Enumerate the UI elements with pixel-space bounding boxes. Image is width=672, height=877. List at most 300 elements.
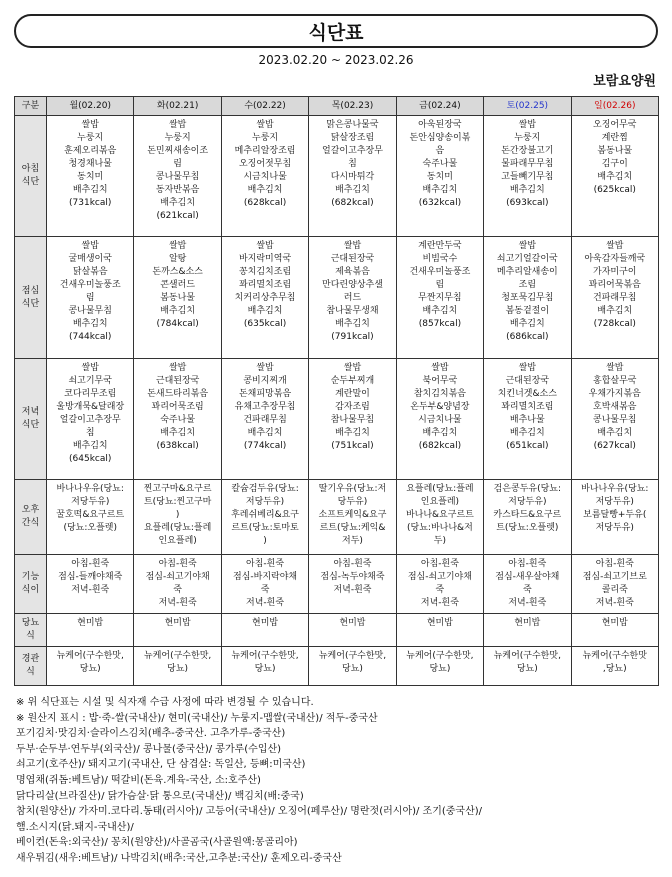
header-friday: 금(02.24) xyxy=(396,97,483,116)
menu-item: 근대된장국 xyxy=(330,254,375,264)
menu-cell-diabetic-monday xyxy=(47,614,134,647)
menu-cell-breakfast-saturday xyxy=(484,116,571,237)
menu-item: 아침-흰죽 xyxy=(333,559,372,569)
menu-item: (621kcal) xyxy=(156,211,199,221)
menu-item: 닭살볶음 xyxy=(72,267,108,277)
menu-item: 건새우미놀풍조 xyxy=(409,267,471,277)
menu-item: (645kcal) xyxy=(69,454,112,464)
row-label-line: 저녁 xyxy=(21,407,40,417)
menu-item: (784kcal) xyxy=(156,319,199,329)
menu-item: 뉴케어(구수한맛, xyxy=(318,651,387,661)
menu-item: 쌀밥 xyxy=(168,241,187,251)
menu-cell-snack-sunday xyxy=(571,480,658,555)
row-label-line: 식이 xyxy=(21,585,40,595)
menu-item: 인요플레) xyxy=(420,497,460,507)
menu-item: 죽 xyxy=(173,585,182,595)
menu-cell-functional-sunday xyxy=(571,555,658,614)
menu-item: 쌀밥 xyxy=(256,120,274,130)
note-line: 명엽채(쥐돔:베트남)/ 떡갈비(돈육.계육-국산, 소:호주산) xyxy=(16,774,261,786)
menu-item: 꽈리멸치조림 xyxy=(501,402,554,412)
menu-item: 치킨너겟&소스 xyxy=(497,389,557,399)
row-label-lunch xyxy=(15,237,47,359)
menu-item: 돈민찌새송이조 xyxy=(147,146,209,156)
menu-item: 콘샐러드 xyxy=(160,280,196,290)
row-label-dinner xyxy=(15,359,47,480)
menu-item: 뉴케어(구수한맛, xyxy=(56,651,124,661)
menu-item: 배추김치 xyxy=(422,185,458,195)
header-wednesday: 수(02.22) xyxy=(221,97,308,116)
menu-item: 요플레(당뇨:플레 xyxy=(406,484,474,494)
row-label-tube xyxy=(15,647,47,686)
menu-item: 돈채피망볶음 xyxy=(238,389,292,399)
header-sunday: 일(02.26) xyxy=(571,97,658,116)
menu-item: 트(당뇨:찐고구마 xyxy=(143,497,212,507)
menu-item: ) xyxy=(263,536,267,546)
menu-item: 저당두유) xyxy=(245,497,285,507)
menu-item: (791kcal) xyxy=(331,332,374,342)
row-label-line: 아침 xyxy=(21,164,40,174)
menu-item: 물파래무무침 xyxy=(501,159,554,169)
menu-item: 누룽지 xyxy=(252,133,279,143)
row-label-line: 경관 xyxy=(21,654,40,664)
menu-title-frame xyxy=(14,14,658,48)
row-label-diabetic xyxy=(15,614,47,647)
menu-item: (682kcal) xyxy=(331,198,374,208)
menu-item: 오징어젓무침 xyxy=(238,159,292,169)
table-header-row xyxy=(15,97,659,116)
table-row-functional xyxy=(15,555,659,614)
menu-item: (686kcal) xyxy=(506,332,549,342)
menu-item: 점심-쇠고기브로 xyxy=(582,572,647,582)
menu-cell-functional-wednesday xyxy=(221,555,308,614)
menu-item: 후레쉬베리&요구 xyxy=(231,510,299,520)
menu-item: 누룽지 xyxy=(514,133,541,143)
menu-item: 요플레(당뇨:플레 xyxy=(143,523,212,533)
menu-cell-lunch-wednesday xyxy=(221,237,308,359)
menu-item: 쌀밥 xyxy=(168,120,187,130)
row-label-line: 당뇨 xyxy=(21,618,40,628)
note-line: 포기김치·맛김치·슬라이스김치(배추-중국산. 고추가루-중국산) xyxy=(16,728,286,740)
menu-item: 현미밥 xyxy=(339,618,366,628)
menu-item: 배추김치 xyxy=(597,428,633,438)
menu-item: 봄동겉절이 xyxy=(505,306,550,316)
menu-item: 저당두유) xyxy=(508,497,547,507)
menu-item: (693kcal) xyxy=(506,198,549,208)
menu-cell-breakfast-sunday xyxy=(571,116,658,237)
menu-item: 홍합살무국 xyxy=(593,376,637,386)
menu-item: 쌀밥 xyxy=(518,241,537,251)
menu-item: 배추김치 xyxy=(160,306,196,316)
menu-item: 저녁-흰죽 xyxy=(71,585,110,595)
menu-item: 쌀밥 xyxy=(168,363,187,373)
menu-item: 북어무국 xyxy=(422,376,458,386)
menu-item: 근대된장국 xyxy=(505,376,550,386)
menu-item: 당뇨) xyxy=(254,664,276,674)
menu-item: 배추김치 xyxy=(160,198,196,208)
menu-item: 건파래무침 xyxy=(593,293,637,303)
menu-item: 죽 xyxy=(435,585,445,595)
menu-item: 점심-녹두야채죽 xyxy=(320,572,385,582)
menu-cell-lunch-friday xyxy=(396,237,483,359)
menu-item: 계란찜 xyxy=(601,133,628,143)
menu-item: 죽 xyxy=(260,585,270,595)
menu-item: 봄동나물 xyxy=(160,293,196,303)
note-line: ※ 원산지 표시 : 밥·죽-쌀(국내산)/ 현미(국내산)/ 누룽지-맵쌀(국내산)/ 적두-중국산 xyxy=(16,712,378,724)
menu-cell-diabetic-saturday xyxy=(484,614,571,647)
menu-item: 얼갈이고추장무 xyxy=(322,146,383,156)
menu-item: 당두유) xyxy=(337,497,368,507)
menu-item: 참나물무침 xyxy=(330,415,375,425)
table-row-breakfast xyxy=(15,116,659,237)
menu-item: (857kcal) xyxy=(418,319,462,329)
menu-item: 쌀밥 xyxy=(343,241,362,251)
menu-item: 현미밥 xyxy=(514,618,541,628)
menu-item: 침 xyxy=(348,159,357,169)
menu-item: 돈새드타리볶음 xyxy=(147,389,209,399)
menu-item: 찐고구마&요구르 xyxy=(143,484,212,494)
menu-item: (당뇨:바나나&저 xyxy=(407,523,473,533)
menu-item: 아침-흰죽 xyxy=(420,559,459,569)
menu-cell-functional-friday xyxy=(396,555,483,614)
row-label-line: 점심 xyxy=(21,285,40,296)
menu-item: 배추김치 xyxy=(597,172,633,182)
menu-item: 온두부&양념장 xyxy=(410,402,470,412)
menu-cell-dinner-monday xyxy=(47,359,134,480)
menu-cell-lunch-sunday xyxy=(571,237,658,359)
organization-name: 보람요양원 xyxy=(593,74,656,89)
menu-item: 배추김치 xyxy=(72,441,108,451)
menu-item: 유채고추장무침 xyxy=(234,402,296,412)
table-row-lunch xyxy=(15,237,659,359)
menu-item: 청경채나물 xyxy=(68,159,112,169)
menu-item: (751kcal) xyxy=(331,441,374,451)
menu-item: 칼슘검두유(당뇨: xyxy=(231,484,299,494)
row-label-snack xyxy=(15,480,47,555)
menu-item: 쌀밥 xyxy=(81,241,99,251)
menu-item: 순두부찌개 xyxy=(330,376,375,386)
menu-item: 배추김치 xyxy=(422,428,458,438)
menu-item: 바나나&요구르트 xyxy=(405,510,474,520)
table-row-tube xyxy=(15,647,659,686)
note-line: 두부·순두부·연두부(외국산)/ 콩나물(중국산)/ 콩가루(수입산) xyxy=(16,743,282,755)
menu-cell-snack-monday xyxy=(47,480,134,555)
menu-cell-breakfast-wednesday xyxy=(221,116,308,237)
menu-item: 뉴케어(구수한맛, xyxy=(144,651,212,661)
menu-item: (638kcal) xyxy=(156,441,199,451)
menu-cell-tube-wednesday xyxy=(221,647,308,686)
menu-item: 호박새볶음 xyxy=(593,402,637,412)
menu-cell-breakfast-thursday xyxy=(309,116,396,237)
menu-item: 르트(당뇨:토마토 xyxy=(231,523,299,533)
menu-item: 배추나물 xyxy=(509,415,545,425)
menu-item: 콩나물무침 xyxy=(593,415,637,425)
menu-cell-tube-sunday xyxy=(571,647,658,686)
menu-item: 울방개묵&달래장 xyxy=(56,402,125,412)
row-label-line: 식단 xyxy=(21,177,40,187)
menu-item: 돈안심양송이볶 xyxy=(409,133,471,143)
menu-item: 다시마튀각 xyxy=(330,172,375,182)
menu-item: 음 xyxy=(435,146,445,156)
menu-item: 현미밥 xyxy=(77,618,104,628)
note-line: 햄.소시지(닭.돼지-국내산)/ xyxy=(16,821,134,833)
menu-item: (744kcal) xyxy=(69,332,112,342)
menu-item: 점심-새우살야채 xyxy=(495,572,560,582)
menu-item: 저두) xyxy=(342,536,363,546)
menu-item: 맑은콩나물국 xyxy=(326,120,379,130)
menu-item: 시금치나물 xyxy=(418,415,462,425)
menu-cell-lunch-saturday xyxy=(484,237,571,359)
menu-item: 동치미 xyxy=(426,172,453,182)
menu-cell-diabetic-friday xyxy=(396,614,483,647)
menu-item: 오징어무국 xyxy=(593,120,637,130)
menu-item: (728kcal) xyxy=(593,319,636,329)
table-row-snack xyxy=(15,480,659,555)
menu-item: 숙주나물 xyxy=(160,415,196,425)
menu-item: 트(당뇨:오플렛) xyxy=(496,523,559,533)
menu-item: 점심-쇠고기야채 xyxy=(407,572,472,582)
menu-cell-lunch-tuesday xyxy=(134,237,221,359)
menu-item: 림 xyxy=(173,159,182,169)
menu-item: (628kcal) xyxy=(243,198,287,208)
menu-item: 배추김치 xyxy=(335,319,370,329)
menu-item: 쌀밥 xyxy=(81,363,99,373)
header-category: 구분 xyxy=(15,97,47,116)
menu-item: 바나나우유(당뇨: xyxy=(56,484,124,494)
menu-item: 아욱된장국 xyxy=(418,120,462,130)
menu-item: ) xyxy=(175,510,180,520)
menu-item: 청포묵김무침 xyxy=(501,293,554,303)
menu-item: 당뇨) xyxy=(429,664,451,674)
menu-item: 굴매생이국 xyxy=(68,254,112,264)
menu-item: 아침-흰죽 xyxy=(246,559,285,569)
menu-item: 배추김치 xyxy=(72,319,108,329)
menu-item: 가자미구이 xyxy=(593,267,637,277)
menu-item: 아침-흰죽 xyxy=(595,559,634,569)
menu-item: (651kcal) xyxy=(506,441,549,451)
menu-cell-functional-monday xyxy=(47,555,134,614)
menu-item: 바나나우유(당뇨: xyxy=(581,484,649,494)
menu-item: 당뇨) xyxy=(79,664,101,674)
menu-cell-snack-friday xyxy=(396,480,483,555)
menu-cell-diabetic-tuesday xyxy=(134,614,221,647)
menu-item: 누룽지 xyxy=(77,133,104,143)
menu-cell-functional-tuesday xyxy=(134,555,221,614)
menu-item: 르트(당뇨:케익& xyxy=(319,523,386,533)
date-range: 2023.02.20 ~ 2023.02.26 xyxy=(258,53,414,67)
menu-cell-breakfast-friday xyxy=(396,116,483,237)
menu-item: 뉴케어(구수한맛, xyxy=(406,651,474,661)
menu-item: 쇠고기얼갈이국 xyxy=(496,254,558,264)
note-line: 새우튀김(새우:베트남)/ 나박김치(배추:국산,고추분:국산)/ 훈제오리-중국산 xyxy=(16,852,342,864)
page-title: 식단표 xyxy=(308,21,364,44)
note-line: 닭다리살(브라질산)/ 닭가슴살·닭 통으로(국내산)/ 백김치(배:중국) xyxy=(16,790,304,802)
menu-item: 배추김치 xyxy=(509,319,545,329)
menu-cell-diabetic-sunday xyxy=(571,614,658,647)
menu-item: 배추김치 xyxy=(509,428,545,438)
menu-item: 배추김치 xyxy=(335,428,370,438)
notes-section xyxy=(16,695,661,867)
menu-item: 인요플레) xyxy=(158,536,197,546)
row-label-line: 식단 xyxy=(21,298,40,309)
menu-item: 배추김치 xyxy=(72,185,108,195)
menu-item: 당뇨) xyxy=(167,664,189,674)
menu-item: 누룽지 xyxy=(164,133,191,143)
menu-item: 뉴케어(구수한맛 xyxy=(582,651,647,661)
menu-cell-dinner-sunday xyxy=(571,359,658,480)
menu-item: 침 xyxy=(85,428,95,438)
menu-item: 아침-흰죽 xyxy=(71,559,110,569)
menu-item: 꿀호떡&요구르트 xyxy=(56,510,125,520)
menu-item: 참나물무생채 xyxy=(326,306,379,316)
menu-item: (774kcal) xyxy=(243,441,287,451)
menu-item: 비빔국수 xyxy=(422,254,458,264)
menu-item: 우채가지볶음 xyxy=(588,389,641,399)
menu-item: 림 xyxy=(435,280,445,290)
menu-item: 배추김치 xyxy=(247,428,283,438)
row-label-line: 식 xyxy=(26,631,35,641)
menu-cell-breakfast-tuesday xyxy=(134,116,221,237)
menu-item: 시금치나물 xyxy=(243,172,287,182)
menu-item: 쌀밥 xyxy=(343,363,362,373)
menu-item: 건새우미놀풍조 xyxy=(59,280,121,290)
menu-item: 점심-들깨야채죽 xyxy=(58,572,123,582)
menu-cell-dinner-saturday xyxy=(484,359,571,480)
menu-item: 아침-흰죽 xyxy=(158,559,197,569)
menu-item: 쌀밥 xyxy=(256,363,274,373)
menu-item: 배추김치 xyxy=(247,185,283,195)
menu-item: 바지락미역국 xyxy=(238,254,292,264)
menu-item: 닭살장조림 xyxy=(330,133,375,143)
menu-item: 쌀밥 xyxy=(81,120,99,130)
menu-cell-tube-thursday xyxy=(309,647,396,686)
menu-item: (635kcal) xyxy=(243,319,287,329)
menu-item: 쌀밥 xyxy=(431,363,449,373)
menu-item: (627kcal) xyxy=(593,441,636,451)
note-line: 베이컨(돈육:외국산)/ 꽁치(원양산)/사골곰국(사골원액:몽골리아) xyxy=(16,837,298,849)
menu-cell-functional-thursday xyxy=(309,555,396,614)
menu-cell-lunch-thursday xyxy=(309,237,396,359)
menu-item: 메추리알장조림 xyxy=(234,146,296,156)
menu-item: 저녁-흰죽 xyxy=(158,598,197,608)
menu-cell-snack-saturday xyxy=(484,480,571,555)
menu-item: 저녁-흰죽 xyxy=(246,598,285,608)
menu-item: 두) xyxy=(433,536,446,546)
menu-item: 메추리알새송이 xyxy=(496,267,558,277)
menu-item: 저녁-흰죽 xyxy=(508,598,547,608)
menu-item: 숙주나물 xyxy=(422,159,458,169)
menu-item: 쇠고기무국 xyxy=(68,376,112,386)
menu-item: 콩나물무침 xyxy=(155,172,200,182)
menu-item: 검은콩두유(당뇨: xyxy=(493,484,562,494)
menu-item: 얼갈이고추장무 xyxy=(59,415,121,425)
menu-item: 쌀밥 xyxy=(606,241,624,251)
menu-item: 뉴케어(구수한맛, xyxy=(231,651,299,661)
menu-item: 저녁-흰죽 xyxy=(420,598,459,608)
menu-item: 참치김치볶음 xyxy=(413,389,466,399)
menu-item: 쌀밥 xyxy=(256,241,274,251)
menu-item: 꽁치김치조림 xyxy=(238,267,292,277)
menu-item: 콜리죽 xyxy=(601,585,628,595)
menu-cell-dinner-thursday xyxy=(309,359,396,480)
menu-item: 저당두유) xyxy=(595,523,634,533)
menu-item: 계란말이 xyxy=(335,389,370,399)
menu-item: (731kcal) xyxy=(69,198,112,208)
menu-item: ,당뇨) xyxy=(602,664,627,674)
header-saturday: 토(02.25) xyxy=(484,97,571,116)
menu-cell-snack-thursday xyxy=(309,480,396,555)
menu-cell-diabetic-wednesday xyxy=(221,614,308,647)
menu-item: 동치미 xyxy=(77,172,104,182)
row-label-line: 오후 xyxy=(21,505,40,515)
menu-item: 뉴케어(구수한맛, xyxy=(493,651,561,661)
note-line: 쇠고기(호주산)/ 돼지고기(국내산, 단 삼겹살: 독일산, 등뼈:미국산) xyxy=(16,759,306,771)
menu-item: 저녁-흰죽 xyxy=(595,598,634,608)
menu-cell-diabetic-thursday xyxy=(309,614,396,647)
note-line: ※ 위 식단표는 시설 및 식자재 수급 사정에 따라 변경될 수 있습니다. xyxy=(16,697,314,708)
menu-item: 당뇨) xyxy=(516,664,538,674)
menu-item: 현미밥 xyxy=(164,618,191,628)
meal-menu-table xyxy=(14,96,659,686)
menu-cell-snack-tuesday xyxy=(134,480,221,555)
menu-cell-snack-wednesday xyxy=(221,480,308,555)
menu-item: 코다리무조림 xyxy=(64,389,117,399)
menu-item: 돈까스&소스 xyxy=(152,267,203,277)
menu-item: 점심-바지락야채 xyxy=(233,572,298,582)
menu-item: 저당두유) xyxy=(595,497,634,507)
menu-item: 고들빼기무침 xyxy=(501,172,554,182)
row-label-breakfast xyxy=(15,116,47,237)
menu-item: 쌀밥 xyxy=(518,363,537,373)
menu-item: 계란만두국 xyxy=(418,241,462,251)
menu-item: 현미밥 xyxy=(252,618,279,628)
menu-item: 무짠지무침 xyxy=(418,293,462,303)
menu-item: (당뇨:오플렛) xyxy=(63,523,117,533)
menu-item: 아욱감자들깨국 xyxy=(584,254,646,264)
menu-item: 쌀밥 xyxy=(606,363,624,373)
note-line: 참치(원양산)/ 가자미.코다리.동태(러시아)/ 고등어(국내산)/ 오징어(페루산)/ 명란젓(러시아)/ 조기(중국산)/ xyxy=(16,806,483,818)
menu-item: (632kcal) xyxy=(418,198,462,208)
menu-item: 동자반볶음 xyxy=(155,185,200,195)
menu-item: 소프트케익&요구 xyxy=(318,510,387,520)
menu-item: 근대된장국 xyxy=(155,376,200,386)
header-thursday: 목(02.23) xyxy=(309,97,396,116)
menu-cell-dinner-tuesday xyxy=(134,359,221,480)
menu-item: 당뇨) xyxy=(342,664,363,674)
menu-item: 저녁-흰죽 xyxy=(333,585,372,595)
menu-item: 콩나물무침 xyxy=(68,306,112,316)
menu-item: 꽈리어묵볶음 xyxy=(588,280,641,290)
row-label-line: 기능 xyxy=(21,572,40,582)
menu-item: 배추김치 xyxy=(247,306,283,316)
menu-cell-lunch-monday xyxy=(47,237,134,359)
menu-item: 훈제오리볶음 xyxy=(64,146,117,156)
row-label-functional xyxy=(15,555,47,614)
menu-cell-functional-saturday xyxy=(484,555,571,614)
menu-item: 배추김치 xyxy=(509,185,545,195)
menu-cell-dinner-friday xyxy=(396,359,483,480)
menu-item: 만다린양상추샐 xyxy=(322,280,383,290)
menu-item: 꽈리멸치조림 xyxy=(238,280,292,290)
menu-item: (682kcal) xyxy=(418,441,462,451)
menu-item: (625kcal) xyxy=(593,185,636,195)
menu-item: 건파래무침 xyxy=(243,415,287,425)
table-body xyxy=(15,116,659,686)
menu-item: 림 xyxy=(85,293,95,303)
menu-item: 배추김치 xyxy=(597,306,633,316)
menu-item: 제육볶음 xyxy=(335,267,370,277)
menu-item: 쌀밥 xyxy=(518,120,537,130)
menu-item: 보름달빵+두유( xyxy=(583,510,647,520)
